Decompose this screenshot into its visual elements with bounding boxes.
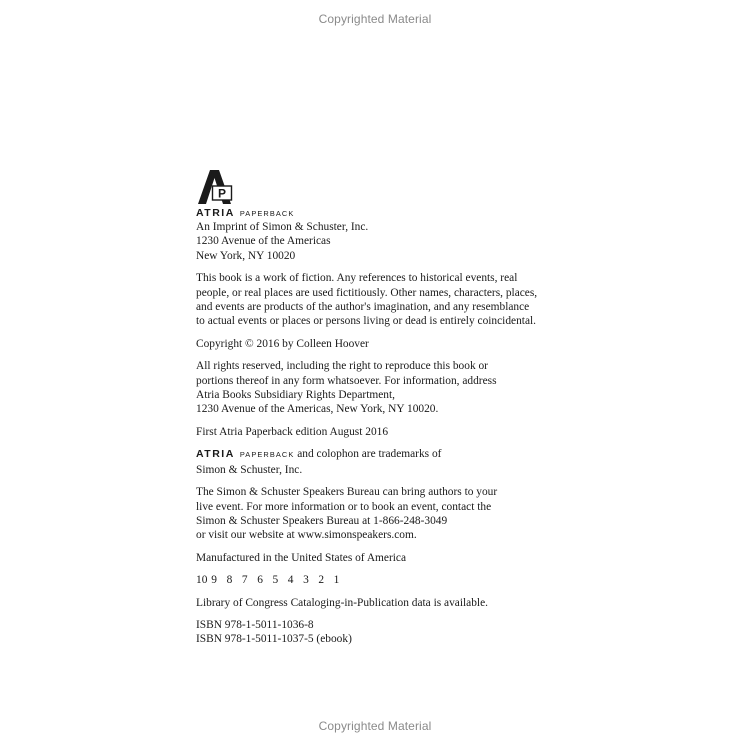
print-number: 2 <box>318 574 325 587</box>
address-line: New York, NY 10020 <box>196 249 296 262</box>
trademark-brand: ATRIA <box>196 448 235 461</box>
print-number: 4 <box>287 574 294 587</box>
address-line: An Imprint of Simon & Schuster, Inc. <box>196 221 369 233</box>
print-number: 7 <box>241 574 248 587</box>
brand-imprint-type: PAPERBACK <box>239 209 295 218</box>
copyright-page <box>196 170 556 647</box>
print-number: 9 <box>211 574 217 587</box>
isbn-line: ISBN 978-1-5011-1037-5 (ebook) <box>196 633 352 646</box>
trademark-notice <box>196 447 556 477</box>
trademark-brand-sub: PAPERBACK <box>239 450 295 460</box>
logo-letter: P <box>217 186 227 201</box>
watermark-top: Copyrighted Material <box>318 12 432 26</box>
rights-line: All rights reserved, including the right to reproduce this book or <box>196 360 488 373</box>
brand-name: ATRIA <box>196 207 235 219</box>
print-number: 8 <box>226 574 233 587</box>
trademark-line <box>196 447 556 462</box>
rights-line: 1230 Avenue of the Americas, New York, NY 10020. <box>196 403 439 416</box>
speakers-bureau <box>196 485 556 543</box>
rights-statement <box>196 359 556 417</box>
manufactured-line: Manufactured in the United States of America <box>196 551 407 564</box>
copyright-line: Copyright © 2016 by Colleen Hoover <box>196 337 369 350</box>
manufactured-notice <box>196 551 556 565</box>
speakers-line: The Simon & Schuster Speakers Bureau can bring authors to your <box>196 486 498 499</box>
copyright-notice <box>196 337 556 351</box>
watermark-bottom: Copyrighted Material <box>318 719 432 733</box>
print-number: 6 <box>257 574 263 587</box>
speakers-line: live event. For more information or to book an event, contact the <box>196 500 492 513</box>
cip-line: Library of Congress Cataloging-in-Publication data is available. <box>196 596 488 609</box>
isbn-block <box>196 618 556 647</box>
atria-logo-icon <box>198 170 234 204</box>
print-number: 3 <box>303 574 309 587</box>
print-number: 1 <box>333 574 340 587</box>
print-number: 5 <box>272 574 279 587</box>
print-line <box>196 573 556 587</box>
address-line: 1230 Avenue of the Americas <box>196 235 331 248</box>
edition-notice <box>196 425 556 439</box>
fiction-disclaimer <box>196 271 556 329</box>
publisher-brand <box>196 206 556 220</box>
disclaimer-line: to actual events or places or persons living or dead is entirely coincidental. <box>196 315 537 328</box>
speakers-line: or visit our website at www.simonspeakers.com. <box>196 529 417 542</box>
disclaimer-line: people, or real places are used fictitiously. Other names, characters, places, <box>196 286 538 299</box>
disclaimer-line: This book is a work of fiction. Any references to historical events, real <box>196 272 518 285</box>
print-number: 10 <box>196 574 208 587</box>
edition-line: First Atria Paperback edition August 2016 <box>196 425 389 438</box>
rights-line: Atria Books Subsidiary Rights Department, <box>196 389 396 402</box>
cip-notice <box>196 596 556 610</box>
trademark-line: Simon & Schuster, Inc. <box>196 463 303 476</box>
speakers-line: Simon & Schuster Speakers Bureau at 1-866-248-3049 <box>196 514 448 527</box>
rights-line: portions thereof in any form whatsoever. For information, address <box>196 374 497 387</box>
disclaimer-line: and events are products of the author's imagination, and any resemblance <box>196 301 530 314</box>
isbn-line: ISBN 978-1-5011-1036-8 <box>196 618 314 631</box>
publisher-address <box>196 220 556 263</box>
trademark-text: and colophon are trademarks of <box>297 448 442 461</box>
